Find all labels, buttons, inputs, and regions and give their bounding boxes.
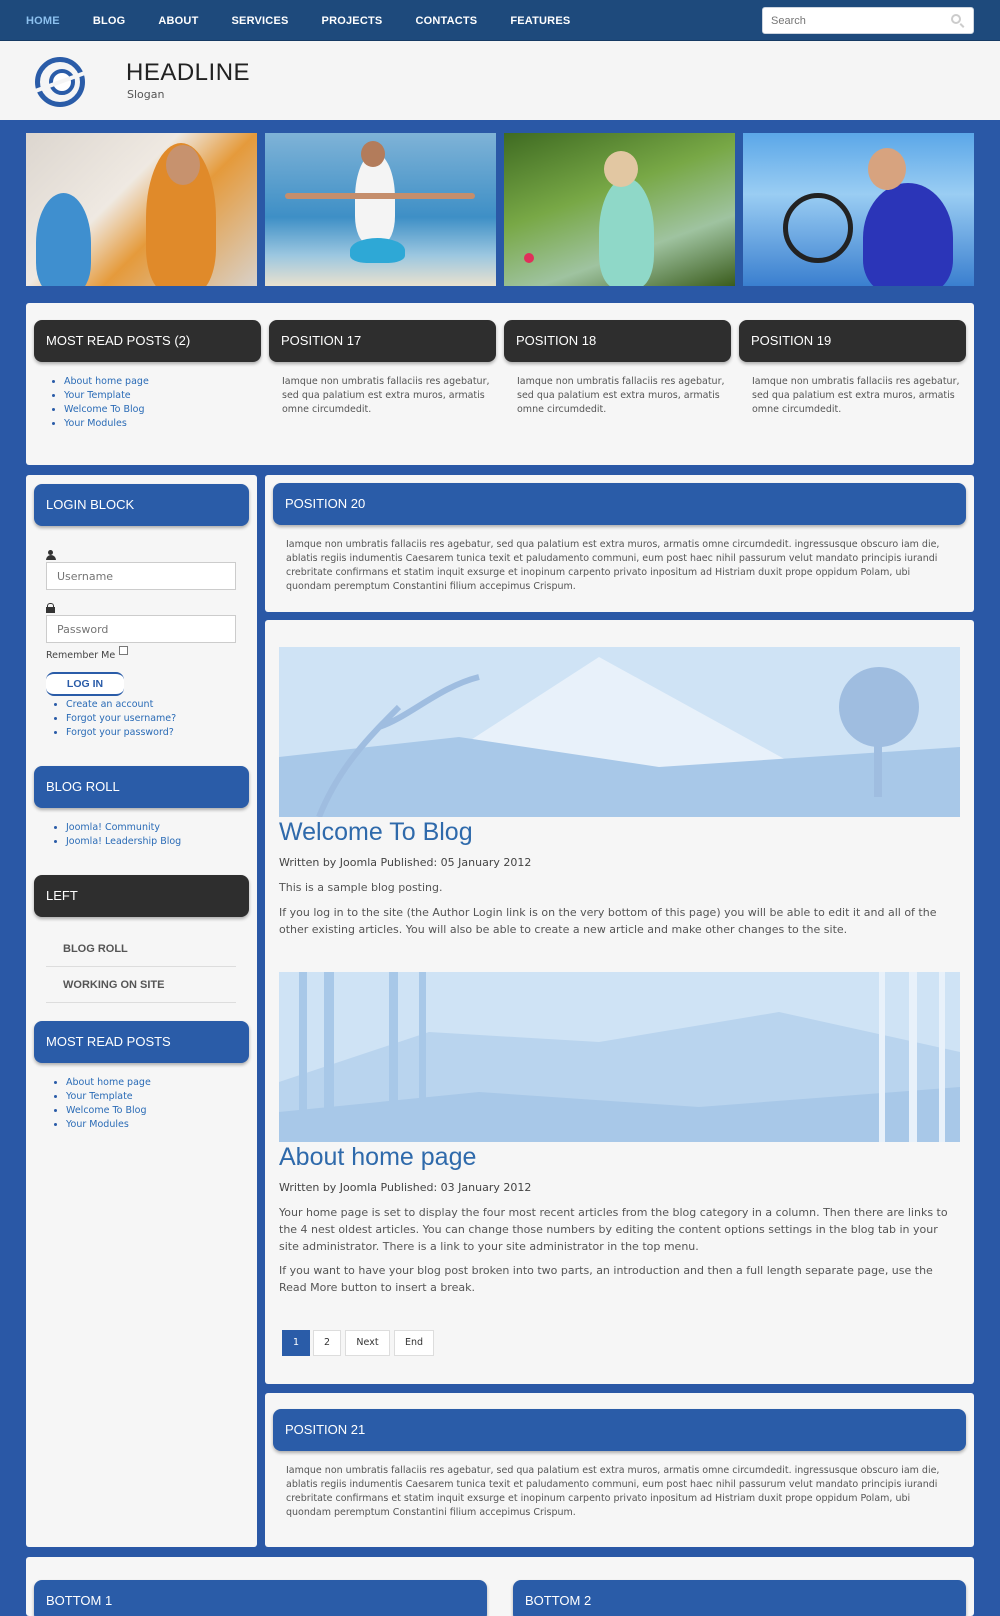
post-2-paragraph-1: Your home page is set to display the four most recent articles from the blog category in a column. Then there are links to the 4 nest oldest articles. You can change those numbers by editing the content options settings in the blog tab in your site administrator. There is a link to your site administrator in the top menu. <box>279 1206 948 1253</box>
username-input[interactable] <box>47 563 235 589</box>
site-slogan: Slogan <box>127 88 165 101</box>
bottom-1-header: BOTTOM 1 <box>34 1580 487 1616</box>
position-21-header: POSITION 21 <box>273 1409 966 1451</box>
top-navigation <box>0 0 1000 41</box>
blog-roll-header: BLOG ROLL <box>34 766 249 808</box>
list-item[interactable]: • Your Modules <box>64 417 149 431</box>
search-input[interactable] <box>771 8 941 33</box>
nav-about[interactable]: ABOUT <box>158 14 199 27</box>
username-field-wrap <box>46 562 236 590</box>
remember-me-label: Remember Me <box>46 650 116 661</box>
position-20-text: Iamque non umbratis fallaciis res agebatur, sed qua palatium est extra muros, armatis omne circumdedit. ingressusque obscuro iam die, ablatis regiis indumentis Caesarem tunica texit et paludamento communi, eum post haec nihil passurum velut mandato principis iurandi crebritate confirmans et statim inquit exsurge et inopinum carpento privato inpositum ad Histriam duxit prope oppidum Polam, ubi quondam peremptum Constantini filium accepimus Crispum. <box>286 539 940 592</box>
post-1-paragraph-2: If you log in to the site (the Author Login link is on the very bottom of this page) you will be able to edit it and all of the other existing articles. You will also be able to create a new article and make other changes to the site. <box>279 906 937 936</box>
pagination-next[interactable]: Next <box>345 1330 390 1356</box>
position-17-header: POSITION 17 <box>269 320 496 362</box>
left-menu-header: LEFT <box>34 875 249 917</box>
lock-icon <box>46 603 55 613</box>
position-18-text: Iamque non umbratis fallaciis res agebatur, sed qua palatium est extra muros, armatis omne circumdedit. <box>517 376 725 415</box>
list-item[interactable]: • Joomla! Community <box>66 821 181 835</box>
password-input[interactable] <box>47 616 235 642</box>
position-19-text: Iamque non umbratis fallaciis res agebatur, sed qua palatium est extra muros, armatis omne circumdedit. <box>752 376 960 415</box>
list-item[interactable]: • Joomla! Leadership Blog <box>66 835 181 849</box>
bamboo-landscape-illustration <box>279 972 960 1142</box>
position-21-panel <box>265 1393 974 1547</box>
login-links <box>52 698 176 740</box>
most-read-side-header: MOST READ POSTS <box>34 1021 249 1063</box>
pagination-end[interactable]: End <box>394 1330 434 1356</box>
list-item[interactable]: • About home page <box>64 375 149 389</box>
list-item[interactable]: • Your Template <box>66 1090 151 1104</box>
most-read-side-list <box>52 1076 151 1132</box>
position-20-header: POSITION 20 <box>273 483 966 525</box>
list-item[interactable]: • Your Modules <box>66 1118 151 1132</box>
nav-contacts[interactable]: CONTACTS <box>415 14 478 27</box>
nav-services[interactable]: SERVICES <box>231 14 289 27</box>
user-icon <box>46 550 56 560</box>
list-item[interactable]: • About home page <box>66 1076 151 1090</box>
login-block-header: LOGIN BLOCK <box>34 484 249 526</box>
pagination-page-1[interactable]: 1 <box>282 1330 310 1356</box>
positions-row-panel <box>26 303 974 465</box>
post-2-paragraph-2: If you want to have your blog post broken into two parts, an introduction and then a full length separate page, use the Read More button to insert a break. <box>279 1264 933 1294</box>
left-menu-item-blog-roll[interactable]: BLOG ROLL <box>46 931 236 967</box>
banner-image-golf <box>504 133 735 286</box>
password-field-wrap <box>46 615 236 643</box>
search-icon[interactable] <box>951 14 961 24</box>
nav-menu <box>26 0 603 41</box>
post-1-title[interactable]: Welcome To Blog <box>279 818 473 846</box>
create-account-link[interactable]: • Create an account <box>66 698 176 712</box>
banner-image-tennis <box>743 133 974 286</box>
nav-features[interactable]: FEATURES <box>510 14 571 27</box>
post-2-image <box>279 972 960 1142</box>
list-item[interactable]: • Your Template <box>64 389 149 403</box>
mountain-landscape-illustration <box>279 647 960 817</box>
site-header <box>0 41 1000 120</box>
left-menu-item-working-on-site[interactable]: WORKING ON SITE <box>46 967 236 1003</box>
site-logo[interactable] <box>35 57 85 107</box>
banner-image-yoga <box>265 133 496 286</box>
list-item[interactable]: • Welcome To Blog <box>66 1104 151 1118</box>
nav-home[interactable]: HOME <box>26 14 60 27</box>
position-17-text: Iamque non umbratis fallaciis res agebatur, sed qua palatium est extra muros, armatis omne circumdedit. <box>282 376 490 415</box>
bottom-2-header: BOTTOM 2 <box>513 1580 966 1616</box>
bottom-panel <box>26 1557 974 1616</box>
post-2-meta: Written by Joomla Published: 03 January 2012 <box>279 1181 532 1194</box>
position-18-header: POSITION 18 <box>504 320 731 362</box>
pagination-page-2[interactable]: 2 <box>313 1330 341 1356</box>
forgot-password-link[interactable]: • Forgot your password? <box>66 726 176 740</box>
nav-projects[interactable]: PROJECTS <box>321 14 383 27</box>
position-21-text: Iamque non umbratis fallaciis res agebatur, sed qua palatium est extra muros, armatis omne circumdedit. ingressusque obscuro iam die, ablatis regiis indumentis Caesarem tunica texit et paludamento communi, eum post haec nihil passurum velut mandato principis iurandi crebritate confirmans et statim inquit exsurge et inopinum carpento privato inpositum ad Histriam duxit prope oppidum Polam, ubi quondam peremptum Constantini filium accepimus Crispum. <box>286 1465 940 1518</box>
site-title: HEADLINE <box>126 59 251 86</box>
post-1-paragraph-1: This is a sample blog posting. <box>279 881 443 894</box>
remember-me-checkbox[interactable] <box>119 646 128 655</box>
blog-roll-list <box>52 821 181 849</box>
nav-blog[interactable]: BLOG <box>92 14 126 27</box>
list-item[interactable]: • Welcome To Blog <box>64 403 149 417</box>
position-20-panel <box>265 475 974 612</box>
position-19-header: POSITION 19 <box>739 320 966 362</box>
most-read-posts-list <box>50 375 149 431</box>
post-1-meta: Written by Joomla Published: 05 January 2012 <box>279 856 532 869</box>
post-2-title[interactable]: About home page <box>279 1143 477 1171</box>
most-read-posts-header: MOST READ POSTS (2) <box>34 320 261 362</box>
banner-image-runner <box>26 133 257 286</box>
post-1-image <box>279 647 960 817</box>
forgot-username-link[interactable]: • Forgot your username? <box>66 712 176 726</box>
search-box <box>762 7 974 34</box>
login-button[interactable]: LOG IN <box>46 672 124 696</box>
